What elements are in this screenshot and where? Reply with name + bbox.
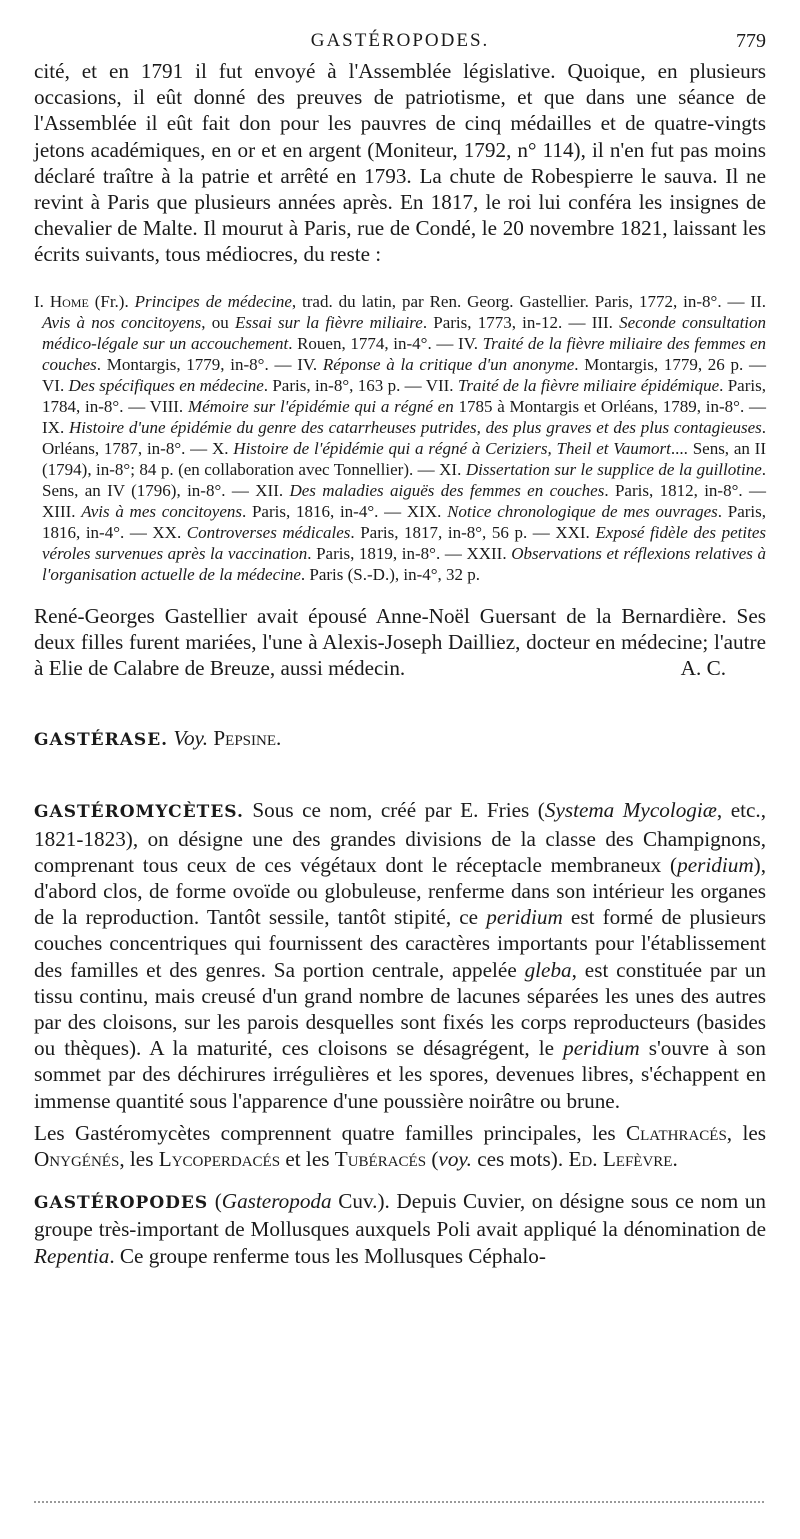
item-text: . Orléans, 1787, in-8°. — bbox=[42, 417, 766, 458]
entry-gasteropodes bbox=[34, 1188, 766, 1269]
cross-ref-voy: voy. bbox=[438, 1147, 472, 1172]
bibliography-item bbox=[42, 502, 407, 521]
item-number: XIX. bbox=[406, 501, 448, 521]
bibliography-item bbox=[34, 292, 750, 311]
entry-text: Cuv.). Depuis Cuvier, on désigne sous ce nom un groupe très-important de Mollusques auxquels Poli avait appliqué la dénomination de bbox=[34, 1189, 766, 1242]
item-text: , trad. du latin, par Ren. Georg. Gastellier. Paris, 1772, in-8°. — bbox=[291, 291, 751, 311]
item-number: IV. bbox=[297, 354, 323, 374]
item-number: IV. bbox=[457, 333, 483, 353]
item-number: XII. bbox=[255, 480, 290, 500]
item-number: XXI. bbox=[555, 522, 596, 542]
bibliography-list bbox=[34, 291, 766, 585]
entry-italic: peridium bbox=[563, 1036, 640, 1061]
item-title: Notice chronologique de mes ouvrages bbox=[447, 501, 718, 521]
item-text: . Paris, in-8°, 163 p. — bbox=[263, 375, 426, 395]
entry-italic: Gasteropoda bbox=[221, 1189, 332, 1214]
item-number: XX. bbox=[152, 522, 187, 542]
family-name: Clathracés bbox=[625, 1120, 727, 1145]
item-text: . Paris (S.-D.), in-4°, 32 p. bbox=[300, 564, 481, 584]
item-text: . Rouen, 1774, in-4°. — bbox=[288, 333, 458, 353]
item-number: II. bbox=[750, 291, 766, 311]
item-number: VI. bbox=[42, 375, 69, 395]
item-title: Mémoire sur l'épidémie qui a régné en bbox=[187, 396, 454, 416]
item-author: Home bbox=[49, 291, 89, 311]
item-text: . Paris, 1817, in-8°, 56 p. — bbox=[350, 522, 556, 542]
item-title: Principes de médecine bbox=[134, 291, 292, 311]
page-number: 779 bbox=[736, 30, 766, 52]
item-title: Histoire de l'épidémie qui a régné à Ceriziers, Theil et Vaumort bbox=[233, 438, 671, 458]
entry-italic: peridium bbox=[486, 905, 563, 930]
entry-text: Sous ce nom, créé par E. Fries ( bbox=[243, 798, 545, 823]
entry-text: ces mots). bbox=[471, 1147, 569, 1172]
entry-gasterase bbox=[34, 725, 766, 753]
item-title: Traité de la fièvre miliaire épidémique bbox=[457, 375, 720, 395]
entry-text: ( bbox=[426, 1147, 439, 1172]
item-number: XXII. bbox=[466, 543, 512, 563]
dictionary-page bbox=[34, 28, 766, 1269]
entry-text: . Ce groupe renferme tous les Mollusques Céphalo- bbox=[109, 1243, 546, 1268]
item-text: . Paris, 1819, in-8°. — bbox=[307, 543, 467, 563]
entry-text: s'ouvre à son sommet par des déchirures irrégulières et les spores, devenues libres, s'échappent en immense quantité sous l'apparence d'une poussière noirâtre ou brune. bbox=[34, 1036, 766, 1113]
item-title: Réponse à la critique d'un anonyme bbox=[322, 354, 575, 374]
bibliography-item bbox=[297, 355, 766, 374]
bibliography-item bbox=[255, 481, 766, 500]
bibliography-item bbox=[150, 397, 766, 416]
item-title: Dissertation sur le supplice de la guillotine bbox=[465, 459, 762, 479]
item-number: III. bbox=[591, 312, 620, 332]
item-title: Avis à mes concitoyens bbox=[81, 501, 242, 521]
entry-text: , etc., 1821-1823), on désigne une des grandes divisions de la classe des Champignons, comprenant tous ceux de ces végétaux dont le réceptacle membraneux ( bbox=[34, 798, 767, 877]
item-text: . Montargis, 1779, in-8°. — bbox=[96, 354, 298, 374]
item-title: Essai sur la fièvre miliaire bbox=[234, 312, 423, 332]
item-title: Controverses médicales bbox=[186, 522, 351, 542]
bibliography-item bbox=[42, 376, 426, 395]
running-title: GASTÉROPODES. bbox=[310, 30, 490, 51]
entry-text: , est constituée par un tissu continu, mais creusé d'un grand nombre de lacunes séparées les unes des autres par des cloisons, sur les parois desquelles sont fixés les corps reproducteurs (basides ou thèques). A la maturité, ces cloisons se désagrégent, le bbox=[34, 957, 766, 1061]
entry-gasteromycetes-families bbox=[34, 1120, 766, 1172]
entry-text: et les bbox=[280, 1147, 335, 1172]
item-title: Histoire d'une épidémie du genre des catarrheuses putrides, des plus graves et des plus contagieuses bbox=[68, 417, 762, 437]
entry-gasteromycetes bbox=[34, 797, 766, 1113]
item-title: Observations et réflexions relatives à l'organisation actuelle de la médecine bbox=[42, 543, 767, 584]
item-text: . Paris, 1812, in-8°. — bbox=[604, 480, 766, 500]
entry-italic: peridium bbox=[677, 852, 754, 877]
item-number: XI. bbox=[439, 459, 466, 479]
item-number: XIII. bbox=[42, 501, 82, 521]
item-title: Exposé fidèle des petites véroles survenues après la vaccination bbox=[42, 522, 767, 563]
item-text: .... Sens, an II (1794), in-8°; 84 p. (en collaboration avec Tonnellier). — bbox=[42, 438, 767, 479]
family-name: Onygénés bbox=[34, 1147, 120, 1172]
headword: GASTÉROMYCÈTES. bbox=[34, 802, 244, 823]
item-number: IX. bbox=[42, 417, 69, 437]
entry-text: ), d'abord clos, de forme ovoïde ou globuleuse, renferme dans son intérieur les organes de la reproduction. Tantôt sessile, tantôt stipité, ce bbox=[34, 852, 766, 930]
entry-italic: gleba bbox=[524, 957, 572, 982]
item-number: X. bbox=[211, 438, 234, 458]
item-title: Des maladies aiguës des femmes en couches bbox=[289, 480, 605, 500]
entry-italic: Repentia bbox=[34, 1243, 110, 1268]
cross-ref-voy: Voy. bbox=[173, 726, 209, 751]
item-text: . Sens, an IV (1796), in-8°. — bbox=[42, 459, 766, 500]
item-text: . Paris, 1784, in-8°. — bbox=[42, 375, 766, 416]
item-text: 1785 à Montargis et Orléans, 1789, in-8°. — bbox=[453, 396, 766, 416]
item-text: (Fr.). bbox=[88, 291, 135, 311]
marriage-text: René-Georges Gastellier avait épousé Anne-Noël Guersant de la Bernardière. Ses deux filles furent mariées, l'une à Alexis-Joseph Dailliez, docteur en médecine; l'autre à Elie de Calabre de Breuze, aussi médecin. bbox=[34, 603, 766, 681]
author-signature: Ed. Lefèvre. bbox=[568, 1147, 678, 1172]
biography-paragraph: cité, et en 1791 il fut envoyé à l'Assemblée législative. Quoique, en plusieurs occasions, il eût donné des preuves de patriotisme, et que dans une séance de l'Assemblée il eût fait don pour les pauvres de cinq médailles et de quatre-vingts jetons académiques, en or et en argent (Moniteur, 1792, n° 114), il n'en fut pas moins déclaré traître à la patrie et arrêté en 1793. La chute de Robespierre le sauva. Il ne revint à Paris que plusieurs années après. En 1817, le roi lui conféra les insignes de chevalier de Malte. Il mourut à Paris, rue de Condé, le 20 novembre 1821, laissant les écrits suivants, tous médiocres, du reste : bbox=[34, 59, 766, 267]
item-title: Traité de la fièvre miliaire des femmes en couches bbox=[42, 333, 767, 374]
item-text: , ou bbox=[201, 312, 235, 332]
entry-text: ( bbox=[208, 1189, 222, 1214]
entry-italic: Systema Mycologiæ bbox=[544, 798, 717, 823]
marriage-paragraph bbox=[34, 603, 766, 682]
entry-text: Les Gastéromycètes comprennent quatre familles principales, les bbox=[34, 1120, 626, 1145]
item-title: Des spécifiques en médecine bbox=[68, 375, 264, 395]
family-name: Tubéracés bbox=[334, 1147, 427, 1172]
family-name: Lycoperdacés bbox=[158, 1147, 281, 1172]
footer-dotted-rule bbox=[34, 1501, 764, 1505]
headword: GASTÉROPODES bbox=[34, 1193, 209, 1214]
item-title: Seconde consultation médico-légale sur un accouchement bbox=[42, 312, 767, 353]
item-text: . Paris, 1816, in-4°. — bbox=[241, 501, 407, 521]
item-number: VIII. bbox=[149, 396, 188, 416]
entry-text: , les bbox=[119, 1147, 159, 1172]
entry-text: est formé de plusieurs couches concentriques qui fournissent des caractères importants pour l'établissement des familles et des genres. Sa portion centrale, appelée bbox=[34, 905, 766, 982]
headword: GASTÉRASE. bbox=[34, 730, 169, 751]
author-signature: A. C. bbox=[680, 656, 726, 681]
item-title: Avis à nos concitoyens bbox=[42, 312, 202, 332]
running-head bbox=[34, 28, 766, 58]
item-number: VII. bbox=[425, 375, 458, 395]
entry-text: , les bbox=[726, 1120, 766, 1145]
item-text: . Paris, 1773, in-12. — bbox=[422, 312, 592, 332]
cross-ref-target: Pepsine. bbox=[213, 726, 282, 751]
item-number: I. bbox=[34, 291, 50, 311]
item-text: . Montargis, 1779, 26 p. — bbox=[574, 354, 767, 374]
item-text: . Paris, 1816, in-4°. — bbox=[42, 501, 767, 542]
bibliography-item bbox=[152, 523, 555, 542]
